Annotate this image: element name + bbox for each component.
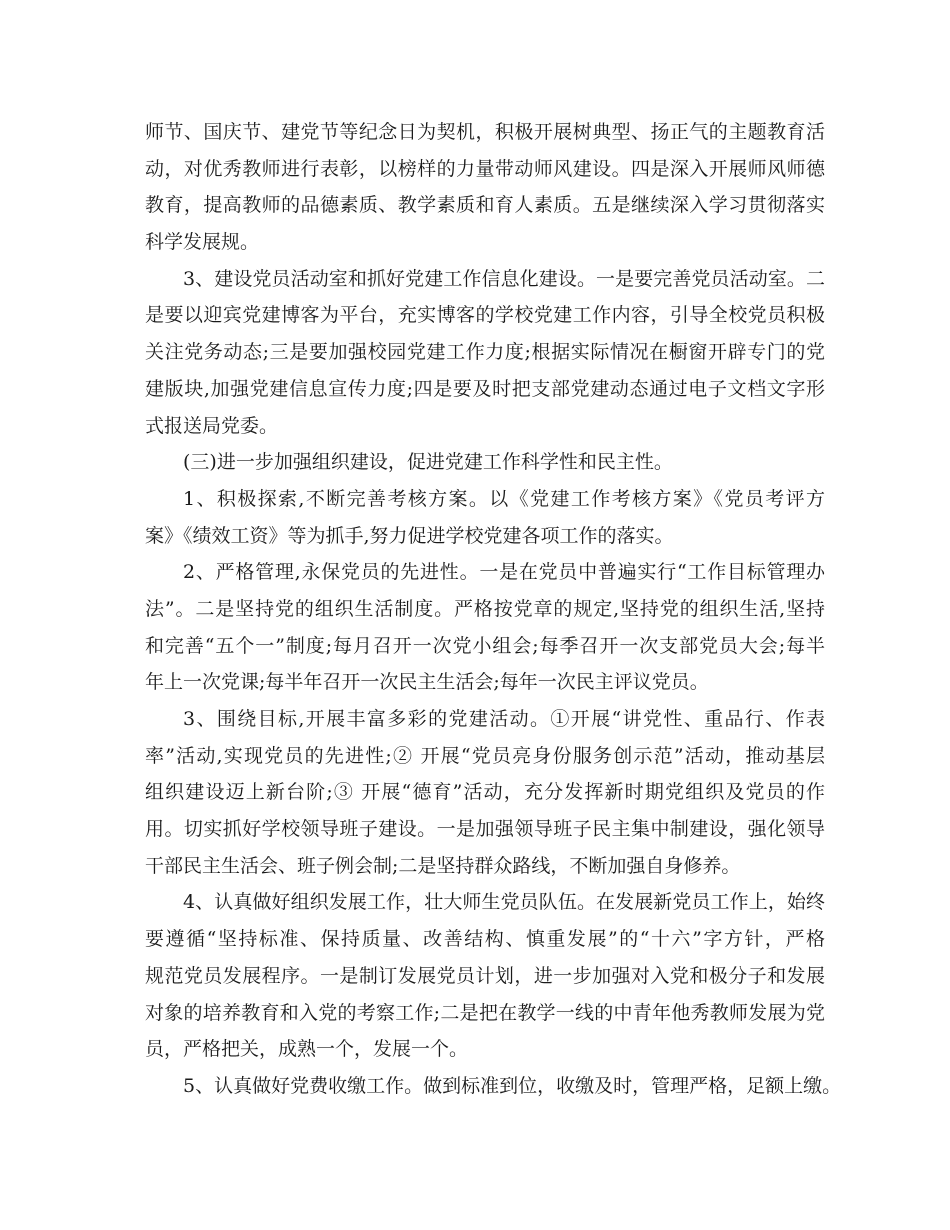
text-line: 率”活动,实现党员的先进性;② 开展“党员亮身份服务创示范”活动，推动基层 bbox=[145, 744, 825, 767]
text-line: 法”。二是坚持党的组织生活制度。严格按党章的规定,坚持党的组织生活,坚持 bbox=[145, 597, 825, 620]
section-heading: (三)进一步加强组织建设，促进党建工作科学性和民主性。 bbox=[183, 451, 673, 474]
text-line: 5、认真做好党费收缴工作。做到标准到位，收缴及时，管理严格，足额上缴。 bbox=[183, 1074, 842, 1097]
text-line: 用。切实抓好学校领导班子建设。一是加强领导班子民主集中制建设，强化领导 bbox=[145, 818, 825, 841]
text-line: 2、严格管理,永保党员的先进性。一是在党员中普遍实行“工作目标管理办 bbox=[183, 561, 825, 584]
text-line: 4、认真做好组织发展工作，壮大师生党员队伍。在发展新党员工作上，始终 bbox=[183, 891, 825, 914]
text-line: 干部民主生活会、班子例会制;二是坚持群众路线，不断加强自身修养。 bbox=[145, 854, 741, 877]
text-line: 年上一次党课;每半年召开一次民主生活会;每年一次民主评议党员。 bbox=[145, 671, 709, 694]
text-line: 科学发展规。 bbox=[145, 231, 260, 254]
text-line: 要遵循“坚持标准、保持质量、改善结构、慎重发展”的“十六”字方针，严格 bbox=[145, 928, 825, 951]
text-line: 规范党员发展程序。一是制订发展党员计划，进一步加强对入党和极分子和发展 bbox=[145, 964, 825, 987]
text-line: 组织建设迈上新台阶;③ 开展“德育”活动，充分发挥新时期党组织及党员的作 bbox=[145, 781, 825, 804]
text-line: 和完善“五个一”制度;每月召开一次党小组会;每季召开一次支部党员大会;每半 bbox=[145, 634, 825, 657]
text-line: 1、积极探索,不断完善考核方案。以《党建工作考核方案》《党员考评方 bbox=[183, 487, 825, 510]
text-line: 动，对优秀教师进行表彰，以榜样的力量带动师风建设。四是深入开展师风师德 bbox=[145, 157, 825, 180]
text-line: 3、围绕目标,开展丰富多彩的党建活动。①开展“讲党性、重品行、作表 bbox=[183, 708, 825, 730]
document-body bbox=[145, 114, 842, 1105]
text-line: 教育，提高教师的品德素质、教学素质和育人素质。五是继续深入学习贯彻落实 bbox=[145, 194, 825, 217]
text-line: 建版块,加强党建信息宣传力度;四是要及时把支部党建动态通过电子文档文字形 bbox=[145, 377, 825, 400]
text-line: 关注党务动态;三是要加强校园党建工作力度;根据实际情况在橱窗开辟专门的党 bbox=[145, 341, 825, 364]
text-line: 是要以迎宾党建博客为平台，充实博客的学校党建工作内容，引导全校党员积极 bbox=[145, 304, 825, 327]
text-line: 对象的培养教育和入党的考察工作;二是把在教学一线的中青年他秀教师发展为党 bbox=[145, 1001, 825, 1024]
text-line: 案》《绩效工资》等为抓手,努力促进学校党建各项工作的落实。 bbox=[145, 524, 674, 547]
text-line: 师节、国庆节、建党节等纪念日为契机，积极开展树典型、扬正气的主题教育活 bbox=[145, 121, 825, 143]
text-line: 式报送局党委。 bbox=[145, 414, 279, 437]
text-line: 员，严格把关，成熟一个，发展一个。 bbox=[145, 1038, 469, 1061]
text-line: 3、建设党员活动室和抓好党建工作信息化建设。一是要完善党员活动室。二 bbox=[183, 267, 825, 290]
